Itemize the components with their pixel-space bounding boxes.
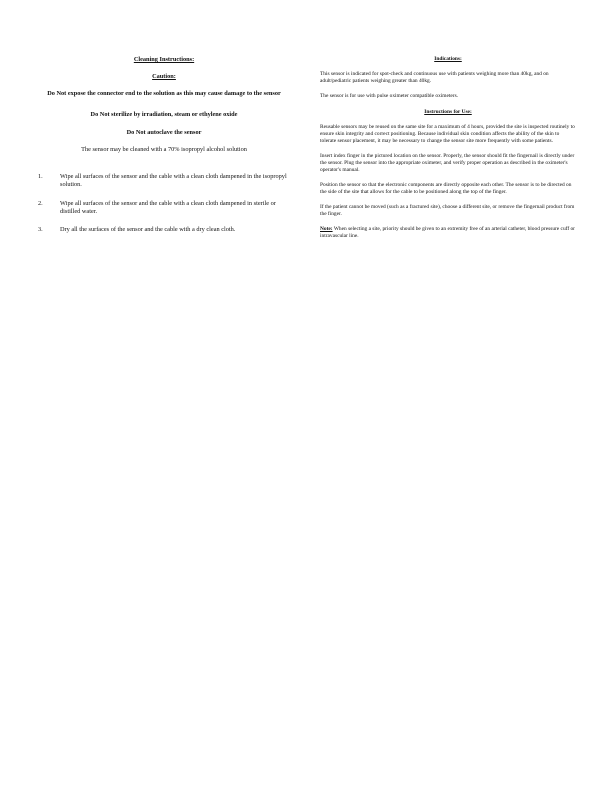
list-item <box>38 200 290 216</box>
cleaning-heading: Cleaning Instructions: <box>133 56 195 63</box>
step-text: Dry all the surfaces of the sensor and the cable with a dry clean cloth. <box>60 226 236 234</box>
indications-text: This sensor is indicated for spot-check and continuous use with patients weighing more than 40kg, and on adult/pediatric patients weighing greater than 40kg. <box>320 71 549 84</box>
instructions-paragraph: Insert index finger in the pictured location on the sensor. Properly, the sensor should fit the fingernail is directly under the sensor. Plug the sensor into the appropriate oximeter, and verify proper operation as described in the oximeter's operator's manual. <box>320 153 575 173</box>
note <box>320 226 576 240</box>
caution-text: Do Not expose the connector end to the solution as this may cause damage to the sensor <box>47 90 281 98</box>
instructions-heading: Instructions for Use: <box>424 109 472 115</box>
compatibility-text: The sensor is for use with pulse oximeter compatible oximeters. <box>320 93 459 99</box>
instructions-paragraph: Position the sensor so that the electronic components are directly opposite each other. The sensor is to be directed on the side of the site that allows for the cable to be positioned along the top of the finger. <box>320 182 572 195</box>
step-text: Wipe all surfaces of the sensor and the cable with a clean cloth dampened in sterile or distilled water. <box>60 199 276 215</box>
note-label: Note: <box>320 226 333 232</box>
step-number: 1. <box>38 173 43 181</box>
indications-column <box>320 56 576 240</box>
list-item <box>38 173 290 189</box>
instructions-paragraph: Reusable sensors may be reused on the same site for a maximum of 4 hours, provided the site is inspected routinely to ensure skin integrity and correct positioning. Because individual skin condition affects the ability of the skin to tolerate sensor placement, it may be necessary to change the sensor site more frequently with some patients. <box>320 124 575 144</box>
instructions-paragraph: If the patient cannot be moved (such as a fractured site), choose a different site, or remove the fingernail product from the finger. <box>320 204 575 217</box>
disinfect-text: The sensor may be cleaned with a 70% isopropyl alcohol solution <box>81 146 247 154</box>
step-text: Wipe all surfaces of the sensor and the cable with a clean cloth dampened in the isopropyl solution. <box>60 173 287 189</box>
cleaning-column <box>38 56 290 244</box>
no-sterilize-warning: Do Not sterilize by irradiation, steam or ethylene oxide <box>90 110 238 118</box>
note-text: When selecting a site, priority should be given to an extremity free of an arterial catheter, blood pressure cuff or intravascular line. <box>320 226 575 239</box>
step-number: 3. <box>38 226 43 234</box>
list-item <box>38 226 290 234</box>
step-number: 2. <box>38 199 43 207</box>
cleaning-steps <box>38 173 290 234</box>
no-autoclave-warning: Do Not autoclave the sensor <box>126 128 202 136</box>
indications-heading: Indications: <box>434 56 462 62</box>
caution-heading: Caution: <box>152 73 176 81</box>
